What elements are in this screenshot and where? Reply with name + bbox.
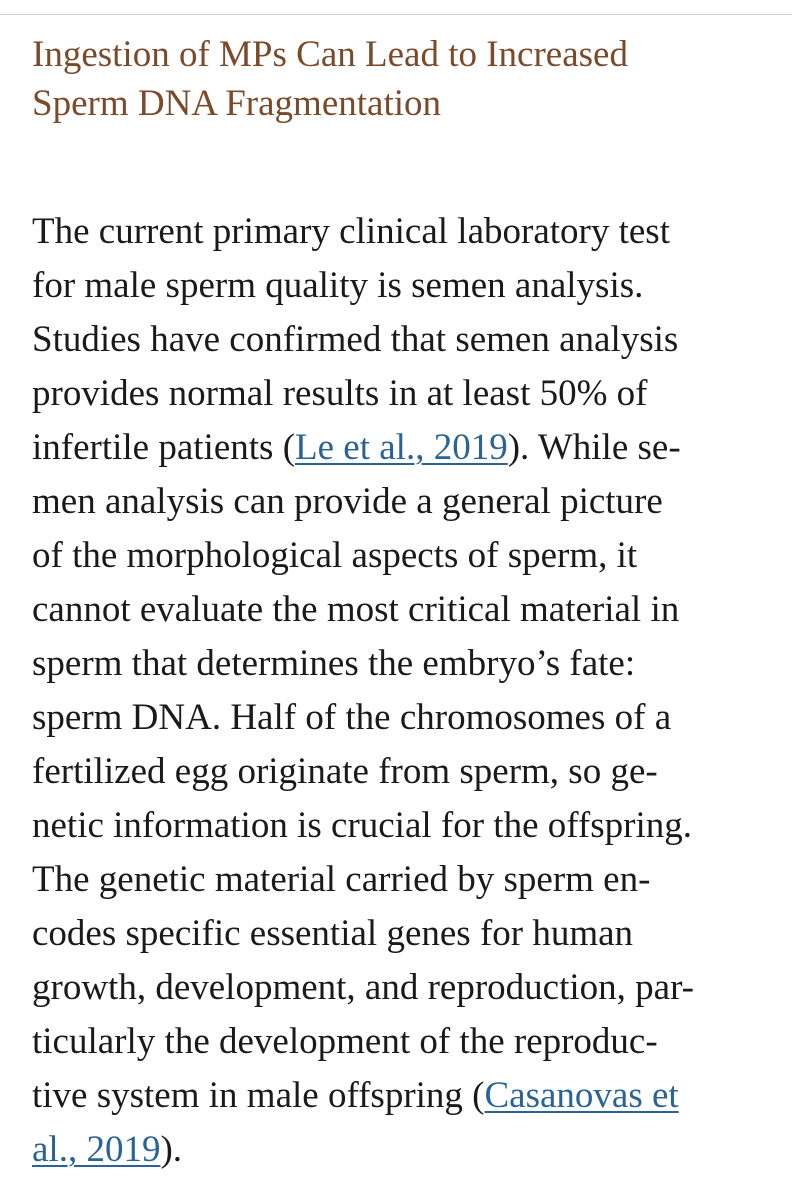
section-heading-line-1: Ingestion of MPs Can Lead to Increased: [32, 34, 628, 75]
paragraph-line: fertilized egg originate from sperm, so ge-: [32, 751, 658, 792]
section-heading-line-2: Sperm DNA Fragmentation: [32, 83, 442, 124]
paragraph-line: ticularly the development of the reproduc-: [32, 1021, 658, 1062]
body-paragraph: [32, 205, 782, 1177]
paragraph-line: sperm DNA. Half of the chromosomes of a: [32, 697, 672, 738]
paragraph-line: of the morphological aspects of sperm, it: [32, 535, 638, 576]
paragraph-line: [32, 1123, 782, 1177]
paragraph-text: tive system in male offspring (: [32, 1075, 485, 1116]
paragraph-line: for male sperm quality is semen analysis.: [32, 265, 644, 306]
section-heading: [32, 30, 762, 128]
citation-link-casanovas-2019-part1[interactable]: Casanovas et: [484, 1075, 679, 1116]
paragraph-text: ). While se-: [507, 427, 681, 468]
paragraph-text: infertile patients (: [32, 427, 296, 468]
paragraph-line: cannot evaluate the most critical material in: [32, 589, 680, 630]
citation-link-le-2019[interactable]: Le et al., 2019: [295, 427, 508, 468]
paragraph-line: [32, 1069, 782, 1123]
paragraph-line: [32, 421, 782, 475]
paragraph-line: Studies have confirmed that semen analysis: [32, 319, 679, 360]
paragraph-line: The genetic material carried by sperm en-: [32, 859, 651, 900]
paragraph-line: growth, development, and reproduction, par-: [32, 967, 694, 1008]
paragraph-line: netic information is crucial for the offspring.: [32, 805, 692, 846]
paragraph-text: ).: [160, 1129, 183, 1170]
paragraph-line: The current primary clinical laboratory test: [32, 211, 670, 252]
paragraph-line: sperm that determines the embryo’s fate:: [32, 643, 636, 684]
citation-link-casanovas-2019-part2[interactable]: al., 2019: [32, 1129, 161, 1170]
paragraph-line: men analysis can provide a general picture: [32, 481, 663, 522]
paragraph-line: codes specific essential genes for human: [32, 913, 634, 954]
paragraph-line: provides normal results in at least 50% of: [32, 373, 648, 414]
top-divider: [0, 14, 792, 15]
